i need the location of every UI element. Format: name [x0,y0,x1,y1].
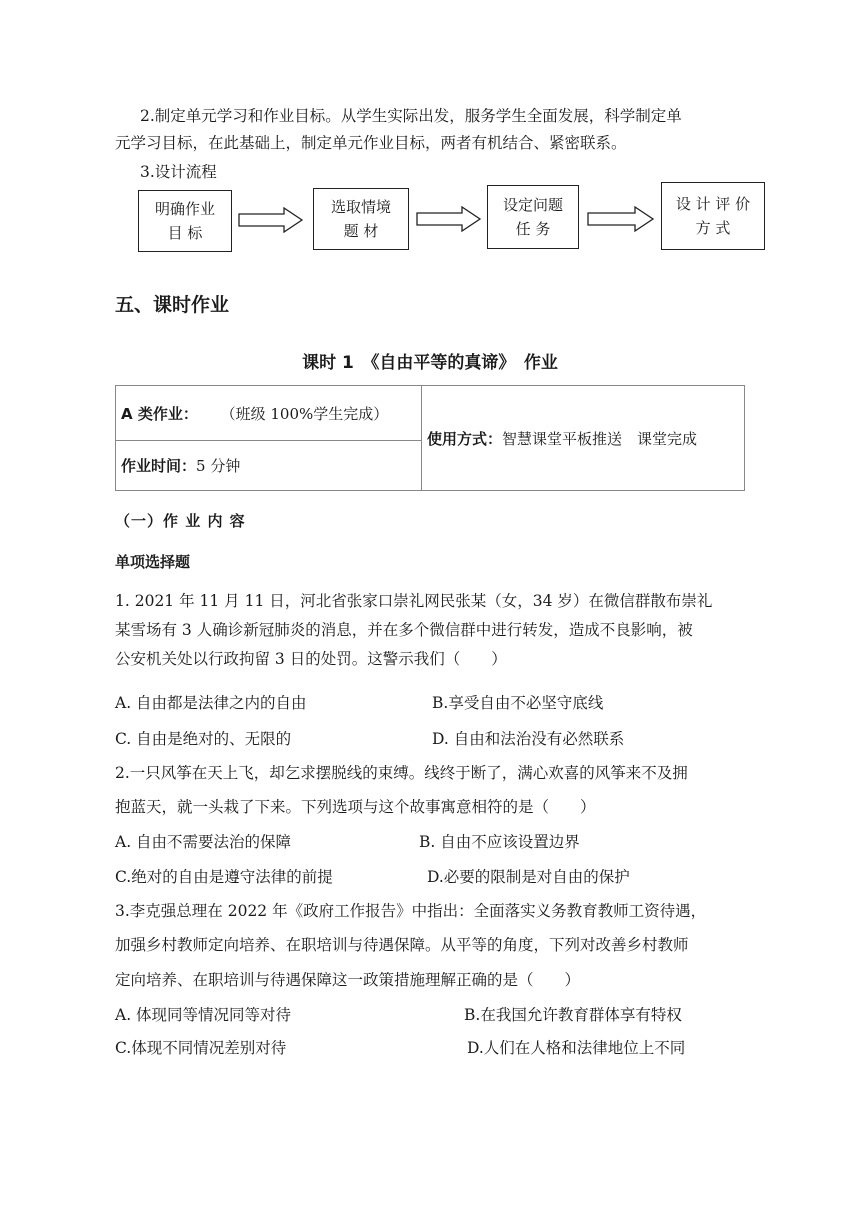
flow-step-text: 设定问题 [502,196,563,214]
option-d: D. 自由和法治没有必然联系 [432,730,625,748]
time-label: 作业时间： [121,457,197,475]
paragraph-line: 元学习目标，在此基础上，制定单元作业目标，两者有机结合、紧密联系。 [115,134,627,152]
lesson-title: 课时 1 《自由平等的真谛》 作业 [302,353,558,373]
question-line: 3.李克强总理在 2022 年《政府工作报告》中指出：全面落实义务教育教师工资待遇， [115,902,707,920]
option-b: B. 自由不应该设置边界 [419,833,580,851]
option-a: A. 自由都是法律之内的自由 [115,694,307,712]
homework-info-table [115,385,745,491]
a-label: A 类作业： [121,404,198,423]
flow-step-text: 设 计 评 价 [675,195,751,213]
flow-step-text: 题 材 [343,222,379,240]
flow-step-text: 任 务 [515,220,551,238]
arrow-right-icon [238,207,304,233]
time-value: 5 分钟 [196,457,241,475]
option-c: C.绝对的自由是遵守法律的前提 [115,868,333,886]
option-b: B.在我国允许教育群体享有特权 [464,1006,682,1024]
option-a: A. 自由不需要法治的保障 [115,833,292,851]
flow-step-1 [138,190,232,252]
option-a: A. 体现同等情况同等对待 [115,1006,292,1024]
flow-step-2 [313,188,409,250]
flow-step-4 [661,182,765,250]
flow-step-text: 目 标 [167,224,203,242]
question-line: 抱蓝天，就一头栽了下来。下列选项与这个故事寓意相符的是（ ） [115,798,596,816]
question-line: 某雪场有 3 人确诊新冠肺炎的消息，并在多个微信群中进行转发，造成不良影响，被 [115,621,693,639]
question-line: 1. 2021 年 11 月 11 日，河北省张家口崇礼网民张某（女，34 岁）在微信群散布崇礼 [115,592,713,610]
table-cell [116,386,422,441]
arrow-right-icon [416,206,482,232]
flow-step-text: 明确作业 [154,200,215,218]
flow-step-text: 选取情境 [330,198,391,216]
question-line: 加强乡村教师定向培养、在职培训与待遇保障。从平等的角度，下列对改善乡村教师 [115,936,689,954]
paragraph-line: 2.制定单元学习和作业目标。从学生实际出发，服务学生全面发展，科学制定单 [140,107,682,125]
arrow-right-icon [587,206,655,232]
option-d: D.必要的限制是对自由的保护 [427,868,630,886]
option-c: C. 自由是绝对的、无限的 [115,730,292,748]
section-heading: 五、课时作业 [115,294,230,316]
option-d: D.人们在人格和法律地位上不同 [467,1039,686,1057]
content-title: （一）作 业 内 容 [115,512,246,530]
a-value: （班级 100%学生完成） [220,404,389,423]
table-cell [116,441,422,491]
question-line: 定向培养、在职培训与待遇保障这一政策措施理解正确的是（ ） [115,971,581,989]
flow-step-text: 方 式 [695,219,731,237]
subsection-title: 3.设计流程 [140,163,217,181]
use-value: 智慧课堂平板推送 课堂完成 [502,429,698,448]
question-line: 公安机关处以行政拘留 3 日的处罚。这警示我们（ ） [115,650,507,668]
use-label: 使用方式： [427,429,503,448]
question-type: 单项选择题 [115,553,191,571]
option-c: C.体现不同情况差别对待 [115,1039,287,1057]
table-cell [422,386,745,491]
question-line: 2.一只风筝在天上飞，却乞求摆脱线的束缚。线终于断了，满心欢喜的风筝来不及拥 [115,764,688,782]
flow-step-3 [487,185,579,249]
option-b: B.享受自由不必坚守底线 [432,694,604,712]
